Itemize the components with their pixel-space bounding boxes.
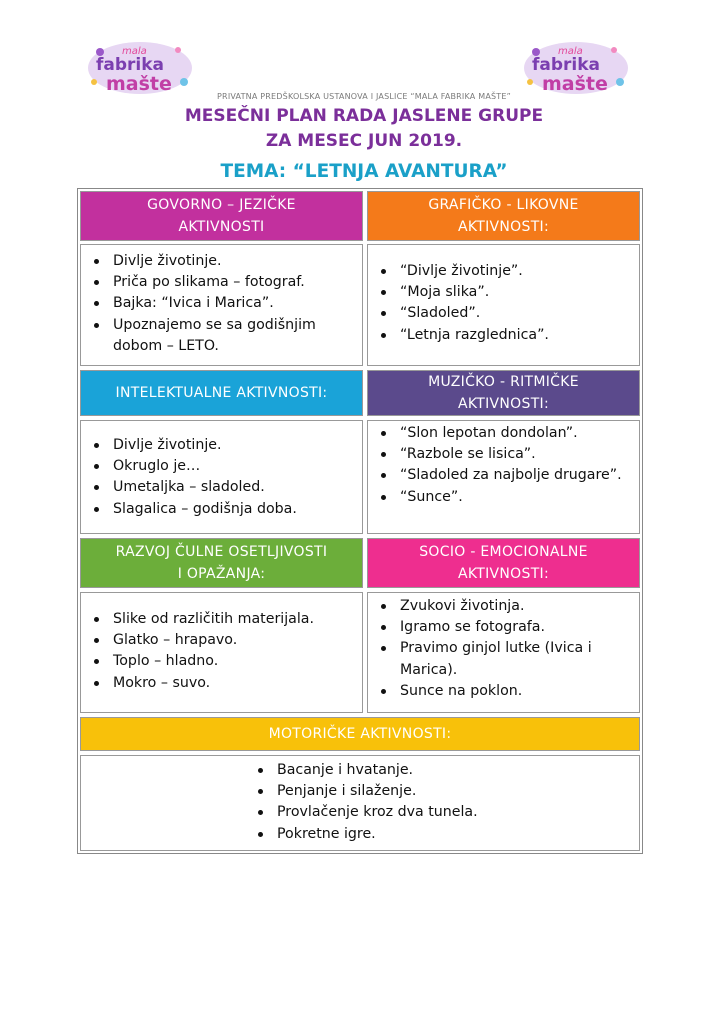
logo-text-bottom: mašte xyxy=(106,73,172,95)
section-title: AKTIVNOSTI: xyxy=(457,396,549,412)
list-item: Igramo se fotografa. xyxy=(368,617,639,638)
list-item: Penjanje i silaženje. xyxy=(245,781,639,802)
section-header-govorno xyxy=(80,191,363,241)
logo-text-mid: fabrika xyxy=(96,55,165,75)
list-item: Provlačenje kroz dva tunela. xyxy=(245,802,639,823)
section-header-motoricke xyxy=(80,717,640,751)
section-title: AKTIVNOSTI: xyxy=(457,566,549,582)
list-item: “Divlje životinje”. xyxy=(368,261,639,282)
section-title: AKTIVNOSTI xyxy=(178,219,265,235)
list-item: Umetaljka – sladoled. xyxy=(81,477,362,498)
school-logo-left xyxy=(86,38,194,96)
list-item: Slike od različitih materijala. xyxy=(81,609,362,630)
activity-grid xyxy=(77,188,643,854)
institution-name: PRIVATNA PREDŠKOLSKA USTANOVA I JASLICE “MALA FABRIKA MAŠTE” xyxy=(217,92,511,101)
section-header-graficko xyxy=(367,191,640,241)
list-item: “Moja slika”. xyxy=(368,282,639,303)
section-content-razvoj xyxy=(80,592,363,713)
section-content-govorno xyxy=(80,244,363,366)
section-title: MUZIČKO - RITMIČKE xyxy=(428,374,579,390)
section-title: RAZVOJ ČULNE OSETLJIVOSTI xyxy=(115,544,328,560)
logo-text-top: mala xyxy=(558,46,583,57)
plan-title: MESEČNI PLAN RADA JASLENE GRUPE xyxy=(184,106,544,126)
section-title: AKTIVNOSTI: xyxy=(457,219,549,235)
list-item: Mokro – suvo. xyxy=(81,673,362,694)
section-title: INTELEKTUALNE AKTIVNOSTI: xyxy=(115,385,328,401)
logo-text-top: mala xyxy=(122,46,147,57)
list-item: Divlje životinje. xyxy=(81,435,362,456)
list-item: Divlje životinje. xyxy=(81,251,362,272)
section-header-muzicko xyxy=(367,370,640,416)
list-item: Zvukovi životinja. xyxy=(368,596,639,617)
section-title: SOCIO - EMOCIONALNE xyxy=(419,544,588,560)
list-item: Okruglo je… xyxy=(81,456,362,477)
list-item: Bajka: “Ivica i Marica”. xyxy=(81,293,362,314)
plan-month: ZA MESEC JUN 2019. xyxy=(265,131,463,151)
section-title: GRAFIČKO - LIKOVNE xyxy=(428,197,579,213)
logo-text-bottom: mašte xyxy=(542,73,608,95)
list-item: Priča po slikama – fotograf. xyxy=(81,272,362,293)
list-item: Slagalica – godišnja doba. xyxy=(81,499,362,520)
list-item: Toplo – hladno. xyxy=(81,651,362,672)
list-item: Upoznajemo se sa godišnjim dobom – LETO. xyxy=(81,315,362,357)
list-item: Glatko – hrapavo. xyxy=(81,630,362,651)
section-content-motoricke xyxy=(80,755,640,851)
list-item: Pravimo ginjol lutke (Ivica i Marica). xyxy=(368,638,639,680)
section-title: I OPAŽANJA: xyxy=(177,566,266,582)
school-logo-right xyxy=(522,38,630,96)
section-header-intelektualne xyxy=(80,370,363,416)
plan-theme: TEMA: “LETNJA AVANTURA” xyxy=(220,161,508,182)
list-item: “Sunce”. xyxy=(368,487,639,508)
list-item: Pokretne igre. xyxy=(245,824,639,845)
section-content-socio xyxy=(367,592,640,713)
section-content-intelektualne xyxy=(80,420,363,534)
list-item: “Razbole se lisica”. xyxy=(368,444,639,465)
section-content-muzicko xyxy=(367,420,640,534)
section-content-graficko xyxy=(367,244,640,366)
section-header-razvoj xyxy=(80,538,363,588)
list-item: “Slon lepotan dondolan”. xyxy=(368,423,639,444)
list-item: “Sladoled”. xyxy=(368,303,639,324)
list-item: “Sladoled za najbolje drugare”. xyxy=(368,465,639,486)
list-item: Bacanje i hvatanje. xyxy=(245,760,639,781)
section-header-socio xyxy=(367,538,640,588)
list-item: “Letnja razglednica”. xyxy=(368,325,639,346)
list-item: Sunce na poklon. xyxy=(368,681,639,702)
section-title: GOVORNO – JEZIČKE xyxy=(147,197,296,213)
section-title: MOTORIČKE AKTIVNOSTI: xyxy=(268,726,452,742)
logo-text-mid: fabrika xyxy=(532,55,601,75)
